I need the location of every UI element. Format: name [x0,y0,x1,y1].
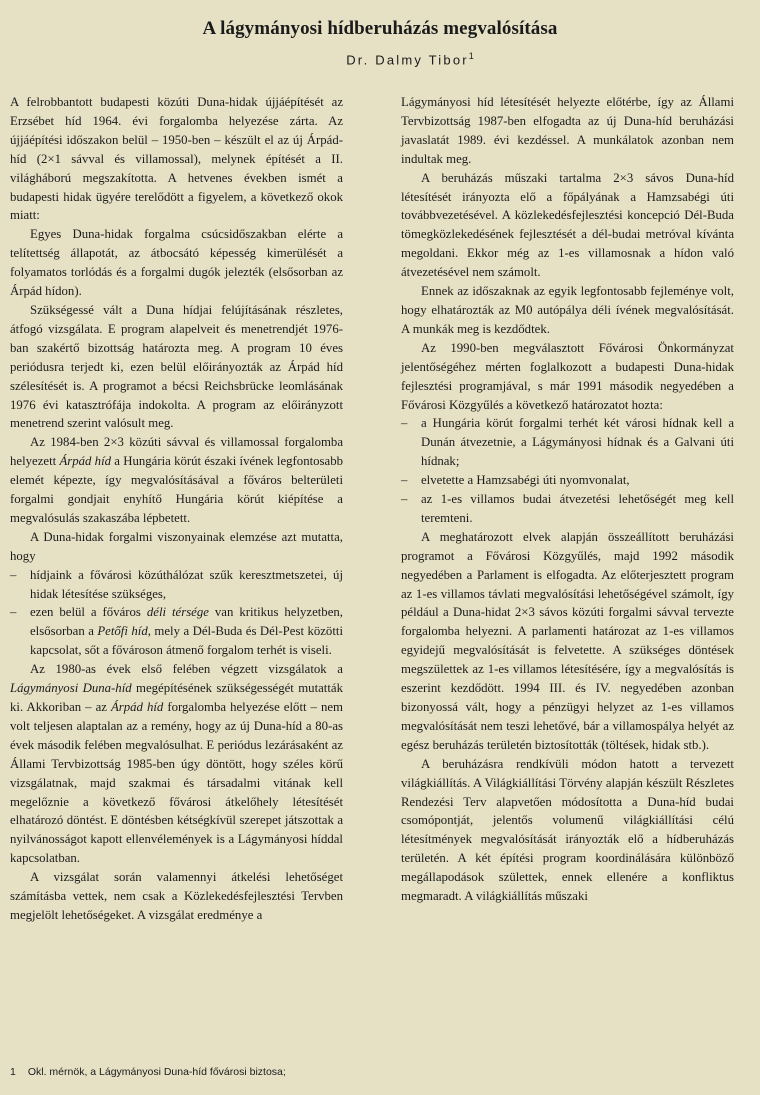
footnote [10,1066,286,1078]
paragraph: Szükségessé vált a Duna hídjai felújításának részletes, átfogó vizsgálata. E program alapelveit és menetrendjét 1976-ban szakértő bizottság határozta meg. A program 10 éves periódusra terjedt ki, ezen belül előirányozták az Árpád híd szélesítését is. A programot a bécsi Reichsbrücke leomlásának 1976 évi katasztrófája indokolta. A program az előirányzott menetrend szerint valósult meg. [10,302,343,431]
bullet-list [10,566,343,661]
bullet-list [401,414,734,527]
list-item: – az 1-es villamos budai átvezetési lehetőségét meg kell teremteni. [401,490,734,528]
paragraph: Lágymányosi híd létesítését helyezte előtérbe, így az Állami Tervbizottság 1987-ben elfogadta az új Duna-híd beruházási javaslatát 1989. évi kezdéssel. A munkálatok azonban nem indultak meg. [401,95,734,166]
paragraph: Ennek az időszaknak az egyik legfontosabb fejleménye volt, hogy elhatározták az M0 autópálya déli ívének megvalósítását. A munkák meg is kezdődtek. [401,284,734,336]
list-item: – hídjaink a fővárosi közúthálózat szűk keresztmetszetei, új hidak létesítése szükséges, [10,566,343,604]
text-run: van kritikus helyzetben, elsősorban a [30,605,343,639]
author-name: Dr. Dalmy Tibor [346,52,469,68]
footnote-number: 1 [10,1066,16,1078]
paragraph: A felrobbantott budapesti közúti Duna-hidak újjáépítését az Erzsébet híd 1964. évi forgalomba helyezése zárta. Az újjáépítési időszakon belül – 1950-ben – készült el az új Árpád-híd (2×1 sávval és villamossal), melynek építését a II. világháború megszakította. A hetvenes években ismét a budapesti hidak ügyére terelődött a figyelem, a következő okok miatt: [10,95,343,223]
italic-run: Árpád híd [59,454,112,469]
text-run: ezen belül a főváros [30,605,147,620]
italic-run: Árpád híd [110,700,164,714]
paragraph: A vizsgálat során valamennyi átkelési lehetőséget számításba vettek, nem csak a Közlekedésfejlesztési Tervben megjelölt lehetőségeket. A vizsgálat eredménye a [10,870,343,922]
text-run: megépítésének szükségességét mutatták ki. Akkoriban – az [10,681,343,714]
list-item [10,603,343,660]
italic-run: Lágymányosi Duna-híd [10,681,132,696]
paragraph: Egyes Duna-hidak forgalma csúcsidőszakban elérte a telítettség állapotát, az átbocsátó képesség kimerülését a folyamatos torlódás és a forgalmi dugók jelezték (elsősorban az Árpád hídon). [10,227,343,299]
paragraph: A meghatározott elvek alapján összeállított beruházási programot a Fővárosi Közgyűlés, majd 1992 második negyedében a Parlament is elfogadta. Az előterjesztett program az 1-es villamos távlati megvalósítási lehetőségével számolt, így például a Duna-hidat 2×3 sávos közúti forgalmi sávval tervezte forgalomba helyezni. A parlamenti határozat az 1-es villamos egyidejű megvalósítását is felvetette. A szükséges döntések megszülettek az 1-es villamos létesítésére, így a megvalósítás is eszerint kezdődött. 1994 III. és IV. negyedében azonban bizonyossá vált, hogy a pénzügyi helyzet az 1-es villamos megvalósítását nem teszi lehetővé, bár a villamospálya helyét az egész beruházás területén biztosították (töltések, hidak stb.). [401,529,734,752]
paragraph: A beruházásra rendkívüli módon hatott a tervezett világkiállítás. A Világkiállítási Törvény alapján készült Részletes Rendezési Terv alapvetően módosította a Duna-híd budai csomópontját, jelentős volumenű világkiállítási célú létesítmények megvalósítását irányozták elő a hídberuházás területén. A két építési program koordinálására különböző megállapodások születtek, ennek ellenére a konfliktus megmaradt. A világkiállítás műszaki [401,756,734,904]
italic-run: déli térsége [146,605,209,620]
list-item: – a Hungária körút forgalmi terhét két városi hídnak kell a Dunán átvezetnie, a Lágymányosi hídnak és a Galvani úti hídnak; [401,414,734,471]
paragraph: A beruházás műszaki tartalma 2×3 sávos Duna-híd létesítését irányozta elő a főpályának a Hamzsabégi úti továbbvezetésével. A közlekedésfejlesztési koncepció Dél-Buda tömegközlekedésének fejlesztését a dél-budai metróval kívánta megoldani. Ekkor még az 1-es villamosnak a hídon való átvezetésével nem számolt. [401,170,734,280]
right-column [401,93,734,906]
text-run: Az 1980-as évek első felében végzett vizsgálatok a [30,662,343,677]
italic-run: Petőfi híd [97,624,148,639]
paragraph [10,433,343,528]
author-line [0,51,760,67]
text-run: a Hungária körút északi ívének legfontosabb elemét képezte, így megvalósításával a főváros belterületi forgalmi gondjait enyhítő Hungária körút kiépítése a megvalósulás szakaszába lépbetett. [10,454,343,525]
paragraph: A Duna-hidak forgalmi viszonyainak elemzése azt mutatta, hogy [10,529,343,563]
list-item: – elvetette a Hamzsabégi úti nyomvonalat, [401,471,734,490]
left-column [10,93,343,925]
author-footnote-ref: 1 [468,51,474,61]
text-run: , mely a Dél-Buda és Dél-Pest közötti kapcsolat, sőt a fővároson átmenő forgalom terhét is viseli. [30,624,344,658]
paragraph [10,660,343,868]
text-run: Az 1984-ben 2×3 közúti sávval és villamossal forgalomba helyezett [10,435,343,469]
paragraph: Az 1990-ben megválasztott Fővárosi Önkormányzat jelentőségéhez mérten foglalkozott a budapesti Duna-hidak fejlesztési programjával, s már 1991 második negyedében a Fővárosi Közgyűlés a következő határozatot hozta: [401,340,734,412]
footnote-text: Okl. mérnök, a Lágymányosi Duna-híd fővárosi biztosa; [27,1066,286,1078]
text-run: forgalomba helyezése előtt – nem volt teljesen alaptalan az a remény, hogy az új Duna-híd a 80-as évek második felében megvalósulhat. E periódus lezárásaként az Állami Tervbizottság 1985-ben úgy döntött, hogy széles körű vizsgálatnak, majd szakmai és társadalmi vitának kell megelőznie a következő fővárosi átkelőhely létesítését elhatározó döntést. E döntésben kétségkívül szerepet játszottak a nyilvánosságot kapott ellenvélemények is a Lágymányosi híddal kapcsolatban. [10,700,343,866]
article-title: A lágymányosi hídberuházás megvalósítása [202,18,558,39]
